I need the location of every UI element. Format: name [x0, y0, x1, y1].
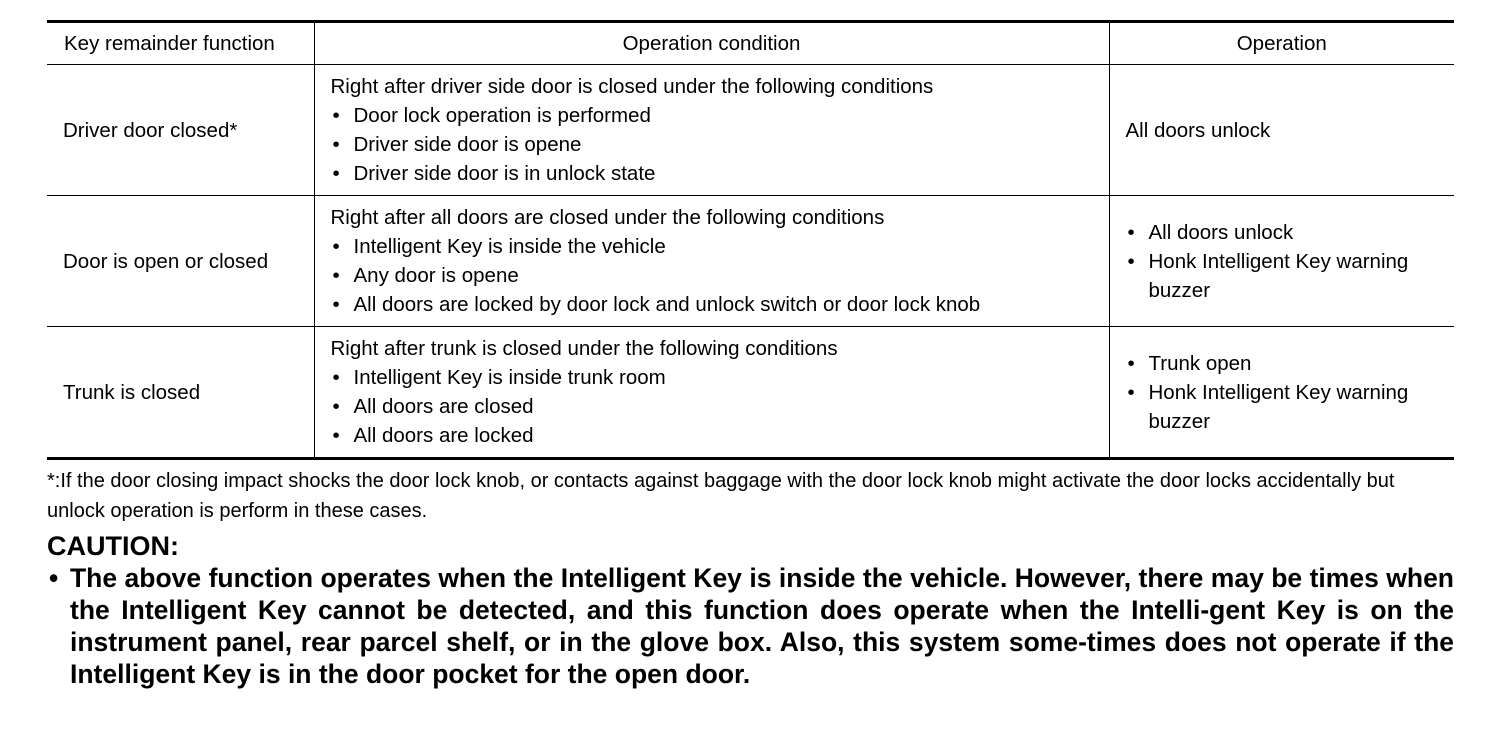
condition-item: • Intelligent Key is inside the vehicle [331, 232, 1109, 261]
function-cell: Driver door closed* [63, 118, 238, 142]
document-page [47, 20, 1454, 690]
condition-item: • Any door is opene [331, 261, 1109, 290]
condition-list [331, 101, 1109, 188]
operation-list [1126, 218, 1449, 305]
operation-item: • All doors unlock [1126, 218, 1449, 247]
caution-title: CAUTION: [47, 531, 179, 561]
operation-item: • Trunk open [1126, 349, 1449, 378]
operation-cell [1109, 327, 1454, 459]
condition-cell [314, 196, 1109, 327]
caution-item: • The above function operates when the Intelligent Key is inside the vehicle. However, there may be times when the Intelligent Key cannot be detected, and this function does operate when the Intelli-gent Key is on the instrument panel, rear parcel shelf, or in the glove box. Also, this system some-times does not operate if the Intelligent Key is in the door pocket for the open door. [47, 562, 1454, 690]
caution-list [47, 562, 1454, 690]
condition-list [331, 363, 1109, 450]
function-cell: Door is open or closed [63, 249, 269, 273]
condition-item: • All doors are locked [331, 421, 1109, 450]
table-row [47, 327, 1454, 459]
header-operation-condition: Operation condition [314, 22, 1109, 65]
condition-item: • Driver side door is in unlock state [331, 159, 1109, 188]
condition-item: • Door lock operation is performed [331, 101, 1109, 130]
condition-lead: Right after all doors are closed under the following conditions [330, 206, 885, 229]
header-key-remainder-function: Key remainder function [64, 32, 275, 55]
table-row [47, 196, 1454, 327]
condition-item: • Intelligent Key is inside trunk room [331, 363, 1109, 392]
condition-list [331, 232, 1109, 319]
operation-item: • Honk Intelligent Key warning buzzer [1126, 378, 1449, 436]
condition-cell [314, 65, 1109, 196]
condition-item: • Driver side door is opene [331, 130, 1109, 159]
table-row [47, 65, 1454, 196]
table-footnote: *:If the door closing impact shocks the door lock knob, or contacts against baggage with the door lock knob might activate the door locks accidentally but unlock operation is perform in these cases. [47, 470, 1395, 522]
operation-item: • Honk Intelligent Key warning buzzer [1126, 247, 1449, 305]
condition-item: • All doors are locked by door lock and unlock switch or door lock knob [331, 290, 1109, 319]
operation-cell: All doors unlock [1109, 65, 1454, 196]
condition-cell [314, 327, 1109, 459]
function-cell: Trunk is closed [63, 380, 201, 404]
condition-lead: Right after trunk is closed under the following conditions [330, 337, 838, 360]
condition-lead: Right after driver side door is closed under the following conditions [330, 75, 934, 98]
condition-item: • All doors are closed [331, 392, 1109, 421]
operation-cell [1109, 196, 1454, 327]
table-header-row [47, 22, 1454, 65]
operation-list [1126, 349, 1449, 436]
key-reminder-table [47, 20, 1454, 460]
header-operation: Operation [1109, 22, 1454, 65]
